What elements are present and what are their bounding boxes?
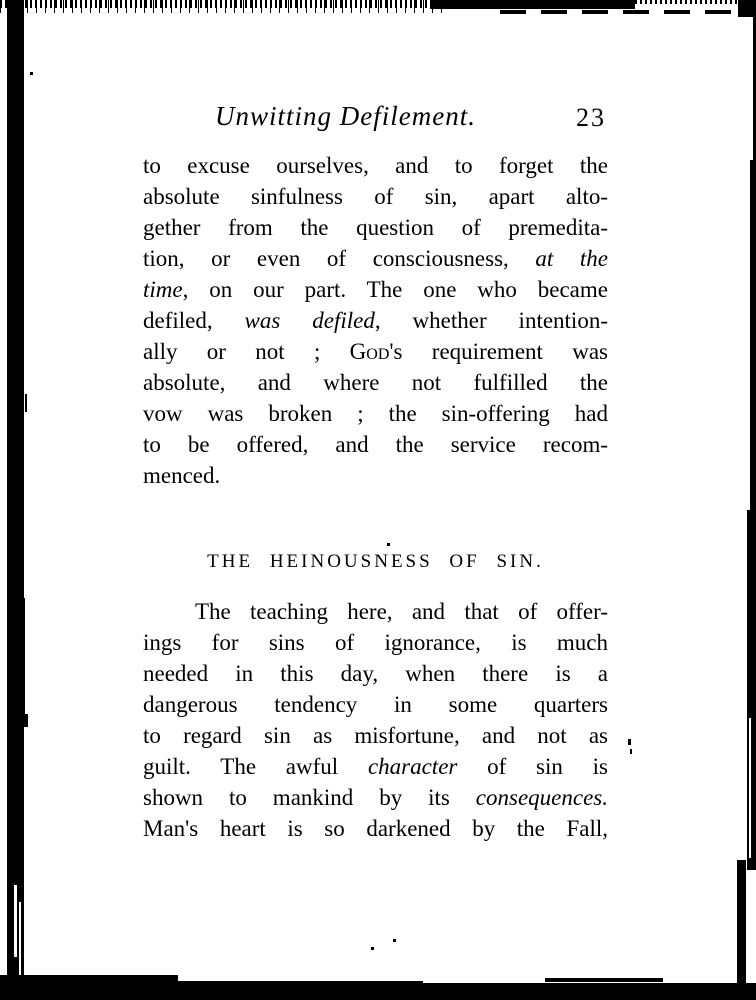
scan-artifact-ink-speck — [371, 947, 374, 950]
paragraph-1 — [143, 150, 608, 491]
scan-artifact-left-streak — [23, 598, 25, 718]
scan-artifact-ink-speck — [387, 543, 390, 546]
scan-artifact-right-edge-line — [750, 160, 756, 510]
text-run: gether from the question of premedita- — [143, 215, 608, 240]
text-line — [143, 813, 608, 844]
section-heading: THE HEINOUSNESS OF SIN. — [207, 551, 544, 572]
text-line — [143, 398, 608, 429]
scan-artifact-left-streak — [25, 394, 27, 412]
text-line — [143, 305, 608, 336]
scan-artifact-ink-speck — [30, 72, 33, 75]
page-number: 23 — [576, 103, 606, 132]
text-line — [143, 429, 608, 460]
text-run: absolute, and where not fulfilled the — [143, 370, 608, 395]
text-run: to excuse ourselves, and to forget the — [143, 153, 608, 178]
italic-text-run: time — [143, 277, 183, 302]
text-run: tion, or even of consciousness, — [143, 246, 536, 271]
text-line — [143, 627, 608, 658]
scan-artifact-margin-mark — [628, 739, 631, 745]
text-run: dangerous tendency in some quarters — [143, 692, 608, 717]
text-line — [143, 720, 608, 751]
text-run: ally or not ; — [143, 339, 350, 364]
text-line — [143, 689, 608, 720]
small-caps-text-run: God — [349, 339, 390, 364]
text-line — [143, 336, 608, 367]
scan-artifact-bottom-left-bar — [0, 975, 178, 1000]
scan-artifact-left-bar-gap — [14, 885, 17, 957]
text-run: , on our part. The one who became — [182, 277, 608, 302]
text-run: absolute sinfulness of sin, apart alto- — [143, 184, 608, 209]
scan-artifact-top-edge-dashes — [500, 10, 756, 14]
scan-artifact-left-streak — [24, 714, 28, 727]
scan-artifact-right-edge-gap — [749, 718, 751, 858]
scan-artifact-top-edge-solid — [430, 0, 635, 9]
scan-artifact-margin-mark — [630, 749, 632, 754]
scan-artifact-right-edge-line — [737, 860, 746, 1000]
italic-text-run: was defiled — [244, 308, 375, 333]
text-line — [143, 243, 608, 274]
text-run: ings for sins of ignorance, is much — [143, 630, 608, 655]
scan-artifact-left-binding-bar — [7, 0, 24, 1000]
text-line — [143, 596, 608, 627]
text-run: 's requirement was — [389, 339, 608, 364]
text-run: Man's heart is so darkened by the Fall, — [143, 816, 608, 841]
text-line — [143, 460, 608, 491]
scan-artifact-top-edge-ticks-sparse — [0, 0, 445, 13]
text-line — [143, 658, 608, 689]
paragraph-2 — [143, 596, 608, 844]
text-run: to regard sin as misfortune, and not as — [143, 723, 608, 748]
text-line — [143, 212, 608, 243]
italic-text-run: at the — [535, 246, 608, 271]
scan-artifact-left-streak — [22, 383, 24, 396]
text-line — [143, 367, 608, 398]
running-title: Unwitting Defilement. — [215, 101, 476, 131]
text-run: The teaching here, and that of offer- — [195, 599, 608, 624]
page-header — [143, 100, 608, 136]
italic-text-run: consequences. — [475, 785, 608, 810]
scan-artifact-left-bar-gap — [19, 902, 21, 980]
text-run: vow was broken ; the sin-offering had — [143, 401, 608, 426]
text-line — [143, 274, 608, 305]
scan-artifact-bottom-mid-bar — [178, 981, 423, 1000]
text-run: guilt. The awful — [143, 754, 368, 779]
text-run: to be offered, and the service recom- — [143, 432, 608, 457]
text-run: defiled, — [143, 308, 245, 333]
scan-artifact-bottom-dash — [545, 978, 663, 982]
text-run: of sin is — [457, 754, 608, 779]
text-run: needed in this day, when there is a — [143, 661, 608, 686]
text-line — [143, 751, 608, 782]
text-line — [143, 150, 608, 181]
text-line — [143, 782, 608, 813]
text-line — [143, 181, 608, 212]
italic-text-run: character — [367, 754, 458, 779]
scan-artifact-ink-speck — [393, 939, 396, 942]
text-run: shown to mankind by its — [143, 785, 476, 810]
text-run: menced. — [143, 463, 221, 488]
text-run: , whether intention- — [374, 308, 608, 333]
